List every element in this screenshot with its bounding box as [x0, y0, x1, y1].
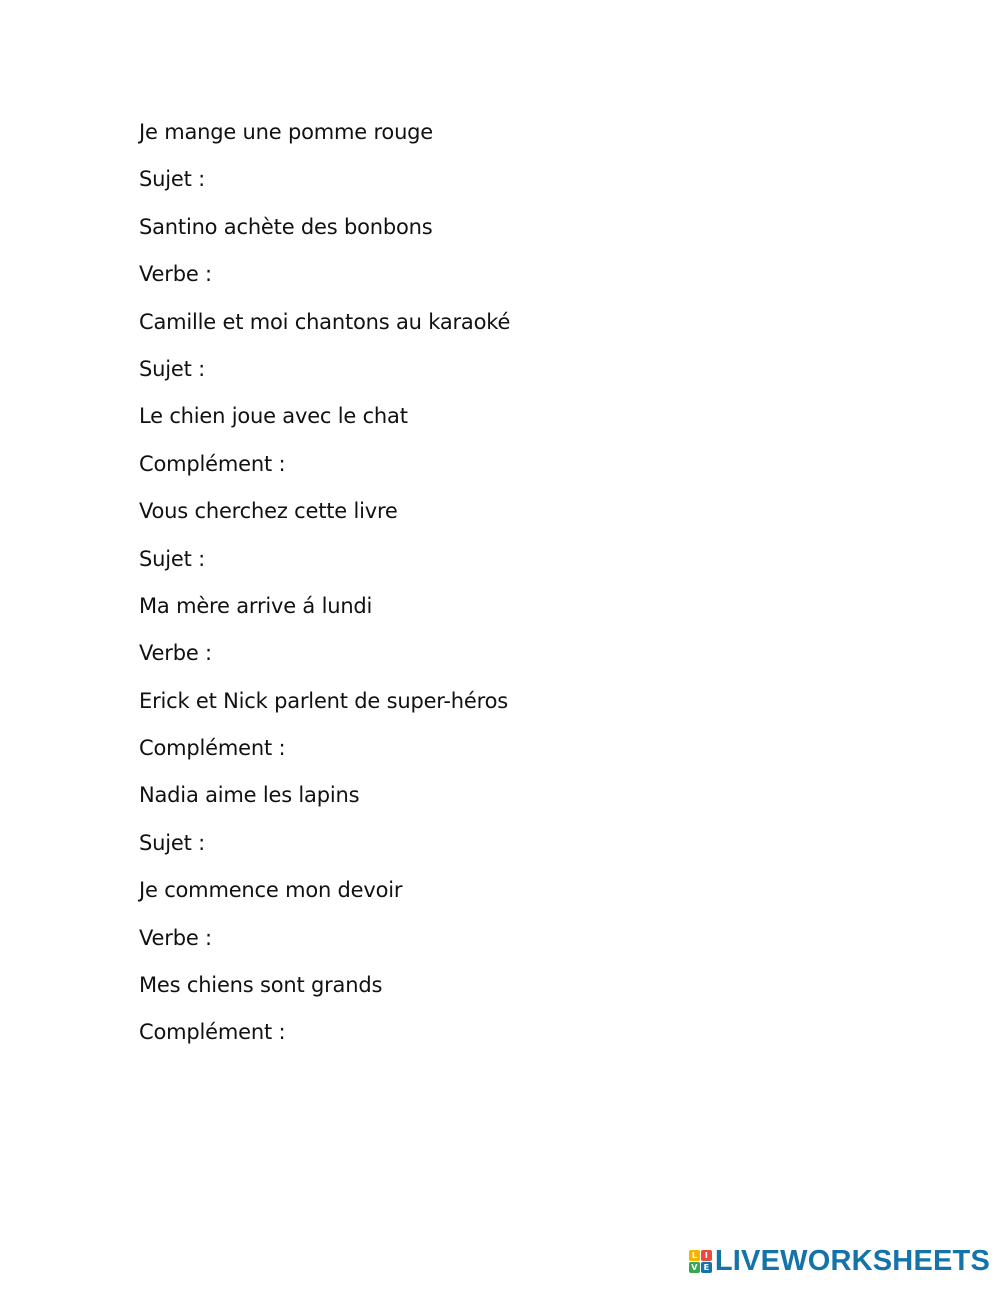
logo-text: LIVEWORKSHEETS — [714, 1244, 990, 1277]
logo-mark-letter: L — [689, 1250, 700, 1261]
sentence-line: Nadia aime les lapins — [139, 783, 360, 808]
sentence-line: Mes chiens sont grands — [139, 973, 383, 998]
subject-prompt: Sujet : — [139, 546, 205, 571]
subject-prompt: Sujet : — [139, 830, 205, 855]
subject-prompt: Sujet : — [139, 167, 205, 192]
logo-mark-letter: I — [701, 1250, 712, 1261]
sentence-line: Je mange une pomme rouge — [139, 120, 434, 144]
liveworksheets-logo-icon — [689, 1250, 712, 1273]
verb-prompt: Verbe : — [139, 641, 212, 666]
sentence-line: Le chien joue avec le chat — [139, 404, 408, 429]
sentence-line: Camille et moi chantons au karaoké — [139, 309, 511, 334]
complement-prompt: Complément : — [139, 736, 286, 761]
sentence-line: Vous cherchez cette livre — [139, 499, 398, 524]
verb-prompt: Verbe : — [139, 925, 212, 950]
complement-prompt: Complément : — [139, 451, 286, 476]
verb-prompt: Verbe : — [139, 262, 212, 287]
sentence-line: Je commence mon devoir — [139, 878, 403, 903]
logo-mark-letter: V — [689, 1262, 700, 1273]
sentence-line: Santino achète des bonbons — [139, 214, 433, 239]
worksheet — [139, 116, 899, 1064]
complement-prompt: Complément : — [139, 1020, 286, 1045]
sentence-line: Ma mère arrive á lundi — [139, 593, 373, 618]
logo-mark-letter: E — [701, 1262, 712, 1273]
liveworksheets-logo — [689, 1244, 990, 1277]
sentence-line: Erick et Nick parlent de super-héros — [139, 688, 508, 713]
subject-prompt: Sujet : — [139, 356, 205, 381]
